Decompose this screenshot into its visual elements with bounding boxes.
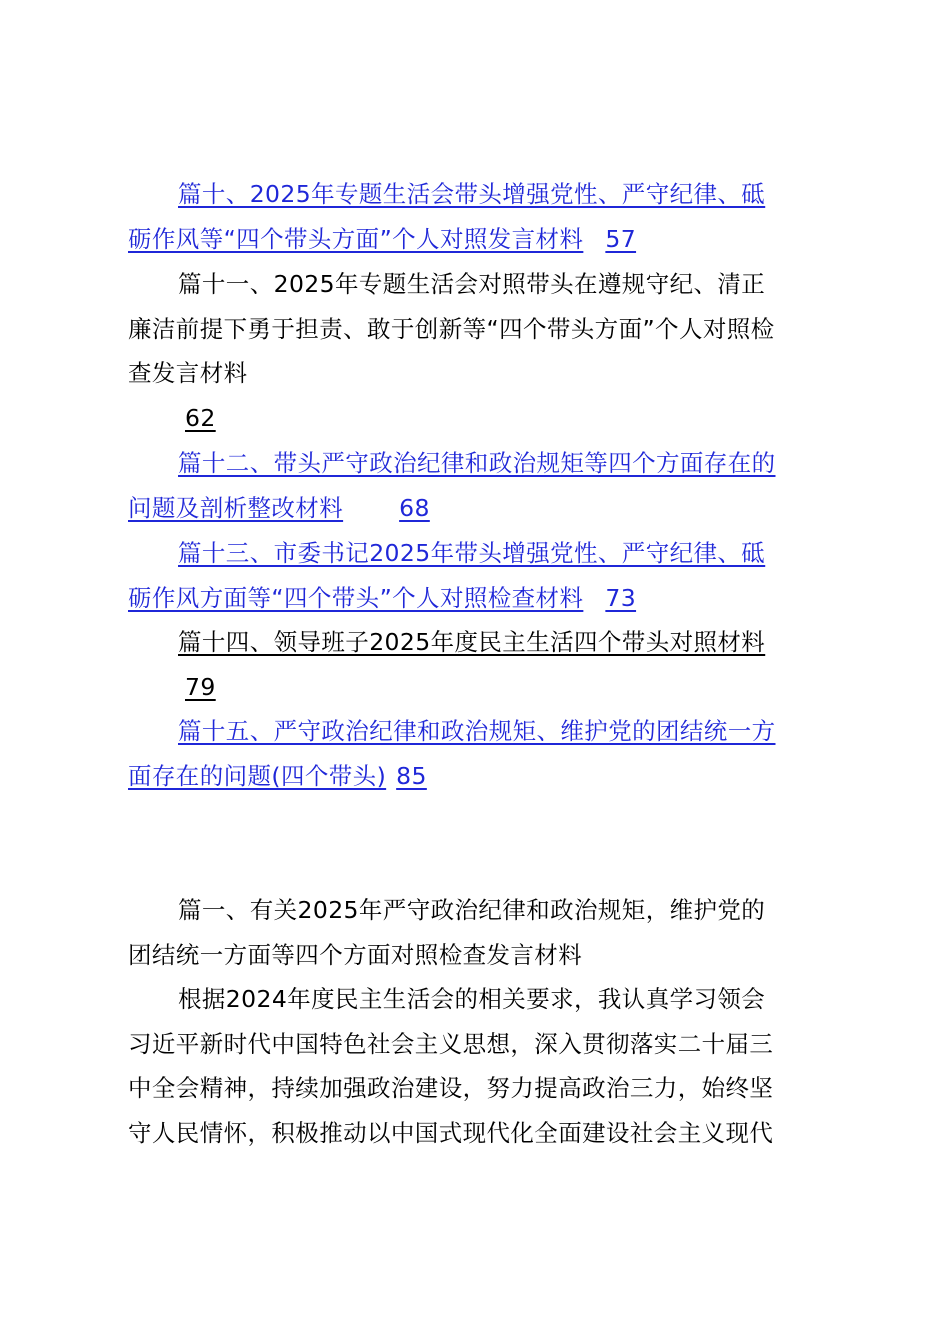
toc-entry-13-page[interactable]: 73 xyxy=(605,583,637,612)
toc-entry-10-line-1[interactable]: 篇十、2025年专题生活会带头增强党性、严守纪律、砥 xyxy=(178,180,766,208)
toc-entry-13[interactable] xyxy=(128,531,828,620)
toc-entry-10[interactable] xyxy=(128,172,828,261)
toc-entry-15[interactable] xyxy=(128,709,828,798)
toc-entry-13-line-1[interactable]: 篇十三、市委书记2025年带头增强党性、严守纪律、砥 xyxy=(178,539,766,567)
toc-entry-11[interactable] xyxy=(128,262,828,440)
article-paragraph-line-4: 守人民情怀，积极推动以中国式现代化全面建设社会主义现代 xyxy=(128,1118,774,1147)
article-paragraph-line-1: 根据2024年度民主生活会的相关要求，我认真学习领会 xyxy=(178,985,766,1013)
toc-entry-10-page[interactable]: 57 xyxy=(605,224,637,253)
article-heading-line-1: 篇一、有关2025年严守政治纪律和政治规矩，维护党的 xyxy=(178,896,766,924)
toc-entry-11-line-2: 廉洁前提下勇于担责、敢于创新等“四个带头方面”个人对照检 xyxy=(128,314,775,343)
toc-entry-12[interactable] xyxy=(128,441,828,530)
toc-entry-10-line-2[interactable]: 砺作风等“四个带头方面”个人对照发言材料 xyxy=(128,224,584,253)
toc-entry-14-page[interactable]: 79 xyxy=(185,672,216,701)
toc-entry-14[interactable] xyxy=(128,620,828,709)
toc-entry-15-page[interactable]: 85 xyxy=(396,761,427,790)
toc-entry-12-line-1[interactable]: 篇十二、带头严守政治纪律和政治规矩等四个方面存在的 xyxy=(178,449,776,477)
article-heading xyxy=(128,888,828,977)
toc-entry-15-line-1[interactable]: 篇十五、严守政治纪律和政治规矩、维护党的团结统一方 xyxy=(178,717,776,745)
article-heading-line-2: 团结统一方面等四个方面对照检查发言材料 xyxy=(128,940,583,969)
toc-entry-11-line-3: 查发言材料 xyxy=(128,359,248,388)
toc-entry-12-line-2[interactable]: 问题及剖析整改材料 xyxy=(128,493,344,522)
toc-entry-12-page[interactable]: 68 xyxy=(399,493,430,522)
toc-entry-11-page[interactable]: 62 xyxy=(185,403,216,432)
article-paragraph xyxy=(128,977,828,1155)
article-paragraph-line-2: 习近平新时代中国特色社会主义思想，深入贯彻落实二十届三 xyxy=(128,1029,774,1058)
article-paragraph-line-3: 中全会精神，持续加强政治建设，努力提高政治三力，始终坚 xyxy=(128,1074,774,1103)
toc-entry-13-line-2[interactable]: 砺作风方面等“四个带头”个人对照检查材料 xyxy=(128,583,584,612)
toc-entry-15-line-2[interactable]: 面存在的问题(四个带头) xyxy=(128,761,387,790)
toc-entry-11-line-1: 篇十一、2025年专题生活会对照带头在遵规守纪、清正 xyxy=(178,270,766,298)
toc-entry-14-line-1[interactable]: 篇十四、领导班子2025年度民主生活四个带头对照材料 xyxy=(178,628,766,656)
